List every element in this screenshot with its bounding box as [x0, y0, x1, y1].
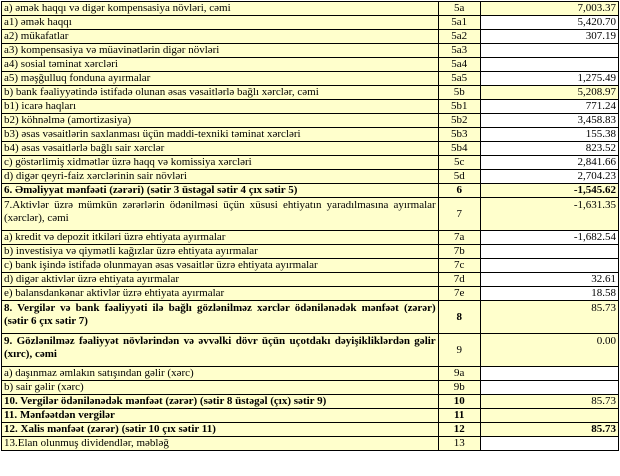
row-code: 5b	[438, 86, 480, 100]
row-code: 7c	[438, 259, 480, 273]
row-value: 85.73	[480, 395, 618, 409]
table-row	[2, 142, 619, 156]
row-value: -1,545.62	[480, 184, 618, 198]
row-value[interactable]: 32.61	[480, 273, 618, 287]
row-value: 85.73	[480, 301, 618, 334]
financial-report-table	[1, 1, 619, 451]
row-label: 10. Vergilər ödənilənədək mənfəət (zərər) (sətir 8 üstəgəl (çıx) sətir 9)	[2, 395, 439, 409]
row-label: b) sair gəlir (xərc)	[2, 381, 439, 395]
row-code: 5b3	[438, 128, 480, 142]
row-label: a1) əmək haqqı	[2, 16, 439, 30]
row-value[interactable]	[480, 367, 618, 381]
row-code: 5c	[438, 156, 480, 170]
row-code: 7b	[438, 245, 480, 259]
row-label: c) göstərlimiş xidmətlər üzrə haqq və komissiya xərcləri	[2, 156, 439, 170]
row-label: 12. Xalis mənfəət (zərər) (sətir 10 çıx sətir 11)	[2, 423, 439, 437]
row-label: a2) mükafatlar	[2, 30, 439, 44]
row-value[interactable]: 18.58	[480, 287, 618, 301]
row-value[interactable]: 5,420.70	[480, 16, 618, 30]
table-row	[2, 184, 619, 198]
row-label: 8. Vergilər və bank fəaliyyəti ilə bağlı gözlənilməz xərclər ödənilənədək mənfəət (zərər) (sətir 6 çıx sətir 7)	[2, 301, 439, 334]
table-row	[2, 16, 619, 30]
row-label: 13.Elan olunmuş dividendlər, məbləğ	[2, 437, 439, 451]
row-code: 12	[438, 423, 480, 437]
row-code: 7e	[438, 287, 480, 301]
table-row	[2, 128, 619, 142]
row-code: 5a2	[438, 30, 480, 44]
row-code: 5d	[438, 170, 480, 184]
table-row	[2, 245, 619, 259]
row-label: b1) icarə haqları	[2, 100, 439, 114]
row-value[interactable]	[480, 58, 618, 72]
table-row	[2, 259, 619, 273]
table-row	[2, 409, 619, 423]
row-code: 11	[438, 409, 480, 423]
table-row	[2, 58, 619, 72]
table-row	[2, 381, 619, 395]
row-label: b) bank fəaliyyətində istifadə olunan əsas vəsaitlərlə bağlı xərclər, cəmi	[2, 86, 439, 100]
row-code: 5a1	[438, 16, 480, 30]
row-code: 8	[438, 301, 480, 334]
row-value[interactable]	[480, 259, 618, 273]
row-value[interactable]: 2,841.66	[480, 156, 618, 170]
row-value[interactable]	[480, 437, 618, 451]
row-value[interactable]	[480, 381, 618, 395]
table-row	[2, 273, 619, 287]
row-value[interactable]: 307.19	[480, 30, 618, 44]
row-label: a) kredit və depozit itkiləri üzrə ehtiyata ayırmalar	[2, 231, 439, 245]
row-label: d) digər aktivlər üzrə ehtiyata ayırmalar	[2, 273, 439, 287]
row-code: 6	[438, 184, 480, 198]
row-code: 7a	[438, 231, 480, 245]
table-row	[2, 100, 619, 114]
row-label: a) daşınmaz əmlakın satışından gəlir (xərc)	[2, 367, 439, 381]
row-label: a5) məşğulluq fonduna ayırmalar	[2, 72, 439, 86]
table-row	[2, 86, 619, 100]
row-value[interactable]	[480, 44, 618, 58]
row-label: a) əmək haqqı və digər kompensasiya növləri, cəmi	[2, 2, 439, 16]
row-label: b3) əsas vəsaitlərin saxlanması üçün maddi-texniki təminat xərcləri	[2, 128, 439, 142]
row-value[interactable]: 823.52	[480, 142, 618, 156]
row-label: 7.Aktivlər üzrə mümkün zərərlərin ödənilməsi üçün xüsusi ehtiyatın yaradılmasına ayırmalar (xərclər), cəmi	[2, 198, 439, 231]
row-value[interactable]: 3,458.83	[480, 114, 618, 128]
row-code: 5a5	[438, 72, 480, 86]
row-value: 7,003.37	[480, 2, 618, 16]
table-row	[2, 395, 619, 409]
row-code: 5b1	[438, 100, 480, 114]
row-label: 9. Gözlənilməz fəaliyyət növlərindən və əvvəlki dövr üçün uçotdakı dəyişikliklərdən gəlir (xırc), cəmi	[2, 334, 439, 367]
table-row	[2, 287, 619, 301]
table-row	[2, 231, 619, 245]
row-value[interactable]	[480, 245, 618, 259]
table-row	[2, 198, 619, 231]
row-code: 5b4	[438, 142, 480, 156]
row-value: 85.73	[480, 423, 618, 437]
row-value: -1,631.35	[480, 198, 618, 231]
row-value[interactable]: -1,682.54	[480, 231, 618, 245]
row-code: 7	[438, 198, 480, 231]
table-row	[2, 156, 619, 170]
row-value: 5,208.97	[480, 86, 618, 100]
row-label: c) bank işində istifadə olunmayan əsas vəsaitlər üzrə ehtiyata ayırmalar	[2, 259, 439, 273]
row-code: 5a4	[438, 58, 480, 72]
row-value[interactable]: 1,275.49	[480, 72, 618, 86]
row-value	[480, 409, 618, 423]
row-code: 9	[438, 334, 480, 367]
row-value: 0.00	[480, 334, 618, 367]
row-code: 5a3	[438, 44, 480, 58]
row-label: a4) sosial təminat xərcləri	[2, 58, 439, 72]
row-value[interactable]: 155.38	[480, 128, 618, 142]
table-row	[2, 437, 619, 451]
table-row	[2, 30, 619, 44]
table-row	[2, 301, 619, 334]
row-label: a3) kompensasiya və müavinətlərin digər növləri	[2, 44, 439, 58]
row-code: 13	[438, 437, 480, 451]
table-row	[2, 114, 619, 128]
table-row	[2, 423, 619, 437]
row-code: 9b	[438, 381, 480, 395]
row-label: b2) köhnəlmə (amortizasiya)	[2, 114, 439, 128]
row-label: e) balansdankənar aktivlər üzrə ehtiyata ayırmalar	[2, 287, 439, 301]
row-code: 7d	[438, 273, 480, 287]
row-value[interactable]: 2,704.23	[480, 170, 618, 184]
row-code: 10	[438, 395, 480, 409]
table-row	[2, 44, 619, 58]
table-row	[2, 72, 619, 86]
row-label: b) investisiya və qiymətli kağızlar üzrə ehtiyata ayırmalar	[2, 245, 439, 259]
table-row	[2, 367, 619, 381]
report-sheet	[0, 1, 620, 476]
table-body	[2, 2, 619, 451]
row-label: b4) əsas vəsaitlərlə bağlı sair xərclər	[2, 142, 439, 156]
row-value[interactable]: 771.24	[480, 100, 618, 114]
row-label: 6. Əməliyyat mənfəəti (zərəri) (sətir 3 üstəgəl sətir 4 çıx sətir 5)	[2, 184, 439, 198]
row-label: d) digər qeyri-faiz xərclərinin sair növləri	[2, 170, 439, 184]
table-row	[2, 170, 619, 184]
row-code: 5a	[438, 2, 480, 16]
table-row	[2, 2, 619, 16]
row-code: 9a	[438, 367, 480, 381]
row-code: 5b2	[438, 114, 480, 128]
row-label: 11. Mənfəətdən vergilər	[2, 409, 439, 423]
table-row	[2, 334, 619, 367]
